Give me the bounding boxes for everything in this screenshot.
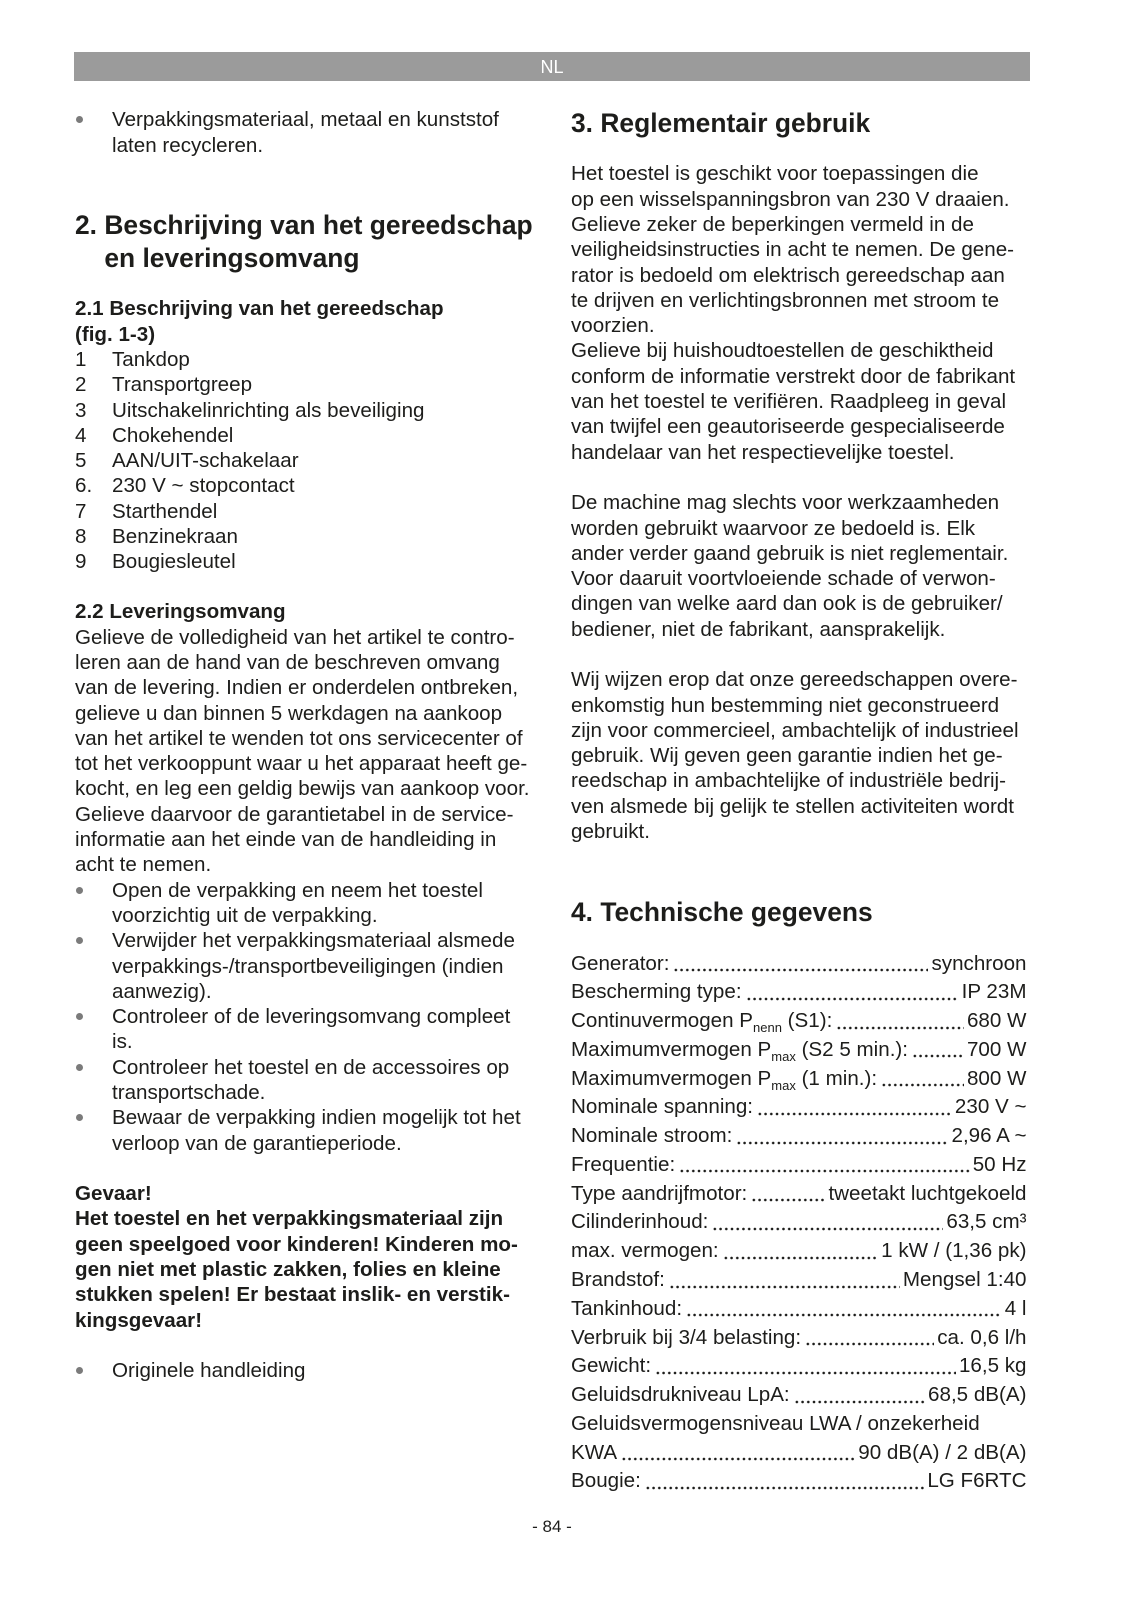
spec-value: 16,5 kg [958,1354,1027,1378]
spec-label-text: Maximumvermogen P [571,1037,772,1061]
paragraph-line: tot het verkooppunt waar u het apparaat heeft ge- [75,752,528,776]
dot-leader [757,1093,952,1122]
parts-list-item [75,499,537,524]
bullet-icon [76,116,83,123]
parts-list-label: AAN/UIT-schakelaar [112,449,299,473]
paragraph-line: leren aan de hand van de beschreven omvang [75,650,500,674]
dot-leader [686,1295,1002,1324]
warning-line: geen speelgoed voor kinderen! Kinderen mo- [75,1232,518,1256]
spec-value: 90 dB(A) / 2 dB(A) [858,1440,1027,1464]
dot-leader [645,1467,924,1496]
section-2-title-line: en leveringsomvang [104,242,360,273]
paragraph-line: van twijfel een geautoriseerde gespecialiseerde [571,415,1005,439]
spec-value: synchroon [931,951,1027,975]
spec-label [571,1266,665,1295]
spec-label-text: Type aandrijfmotor: [571,1181,748,1205]
parts-list-item [75,398,537,423]
parts-list-number: 4 [75,423,87,447]
paragraph-line: bediener, niet de fabrikant, aansprakelijk. [571,617,946,641]
bullet-text [112,1004,537,1055]
paragraph-line: van de levering. Indien er onderdelen ontbreken, [75,676,519,700]
paragraph-line: dingen van welke aard dan ook is de gebruiker/ [571,592,1003,616]
parts-list-item [75,347,537,372]
paragraph-line: gebruikt. [571,820,650,844]
spec-label-text: Bescherming type: [571,980,742,1004]
parts-list-item [75,448,537,473]
spec-label-text: Verbruik bij 3/4 belasting: [571,1325,802,1349]
bullet-text-line: Bewaar de verpakking indien mogelijk tot het [112,1106,521,1130]
spec-label [571,1237,719,1266]
warning-title: Gevaar! [75,1182,152,1206]
paragraph-line: Gelieve daarvoor de garantietabel in de service- [75,802,514,826]
paragraph-line: acht te nemen. [75,853,212,877]
parts-list-number: 1 [75,347,87,371]
bullet-icon [76,937,83,944]
spec-row [571,1266,1027,1295]
bullet-text [112,1358,537,1383]
bullet-icon [76,1114,83,1121]
bullet-text [112,107,537,158]
section-2-heading [75,209,537,275]
paragraph-line: ander verder gaand gebruik is niet reglementair. [571,541,1009,565]
spec-value: 2,96 A ~ [951,1124,1027,1148]
spec-label [571,1439,617,1468]
paragraph-line: informatie aan het einde van de handleiding in [75,828,497,852]
dot-leader [736,1122,948,1151]
parts-list-item [75,372,537,397]
paragraph [571,161,1027,465]
paragraph-line: enkomstig hun bestemming niet geconstrueerd [571,693,1000,717]
bullet-text [112,1055,537,1106]
spec-row [571,978,1027,1007]
section-2-title [104,209,532,275]
spec-label-text: Cilinderinhoud: [571,1210,709,1234]
dot-leader [655,1352,956,1381]
spec-label [571,1151,675,1180]
spec-value: Mengsel 1:40 [902,1268,1027,1292]
paragraph-line: van het artikel te wenden tot ons servicecenter of [75,726,523,750]
spec-label-suffix: (S1): [781,1009,833,1033]
paragraph-line: van het toestel te verifiëren. Raadpleeg in geval [571,390,1007,414]
bullet-icon [76,1013,83,1020]
bullet-text [112,878,537,929]
dot-leader [912,1036,964,1065]
spec-label-suffix: (1 min.): [795,1066,878,1090]
spec-label-text: Maximumvermogen P [571,1066,772,1090]
spec-value: 700 W [966,1037,1027,1061]
language-label: NL [540,57,564,77]
spec-label-text: Brandstof: [571,1268,665,1292]
spec-row [571,1352,1027,1381]
parts-list-number: 2 [75,373,87,397]
spec-label [571,1007,832,1036]
spec-value: 4 l [1004,1296,1027,1320]
spec-label-suffix: (S2 5 min.): [795,1037,908,1061]
spec-row [571,1036,1027,1065]
paragraph-line: Wij wijzen erop dat onze gereedschappen overe- [571,668,1018,692]
spec-label [571,1036,908,1065]
spec-label [571,1208,708,1237]
section-4-heading [571,896,1027,929]
paragraph-line: rator is bedoeld om elektrisch gereedschap aan [571,263,1005,287]
section-2-number: 2. [75,209,98,240]
parts-list-label: Benzinekraan [112,525,238,549]
bullet-item [75,1358,537,1383]
bullet-item [75,1055,537,1106]
parts-list-item [75,549,537,574]
dot-leader [746,978,959,1007]
parts-list-label: Starthendel [112,499,218,523]
warning-line: kingsgevaar! [75,1308,203,1332]
spec-value: ca. 0,6 l/h [937,1325,1027,1349]
paragraph-line: op een wisselspanningsbron van 230 V draaien. [571,187,1010,211]
bullet-text-line: Controleer of de leveringsomvang compleet [112,1005,511,1029]
warning-text [75,1206,537,1332]
paragraph-line: De machine mag slechts voor werkzaamheden [571,491,1000,515]
spec-row [571,1151,1027,1180]
bullet-text [112,1105,537,1156]
paragraph-line: kocht, en leg een geldig bewijs van aankoop voor. [75,777,530,801]
section-2-title-line: Beschrijving van het gereedschap [104,209,533,240]
paragraph [571,667,1027,844]
spec-value: tweetakt luchtgekoeld [828,1181,1027,1205]
spec-label-text: Gewicht: [571,1354,652,1378]
spec-label-text: Geluidsdrukniveau LpA: [571,1383,790,1407]
paragraph-line: Het toestel is geschikt voor toepassingen die [571,162,979,186]
spec-label [571,1122,732,1151]
bullet-text-line: verpakkings-/transportbeveiligingen (indien [112,954,504,978]
section-4-title: Technische gegevens [600,896,873,927]
spec-row [571,1065,1027,1094]
dot-leader [794,1381,925,1410]
section-3-number: 3. [571,107,594,138]
spec-label-text: max. vermogen: [571,1239,719,1263]
paragraph-line: zijn voor commercieel, ambachtelijk of industrieel [571,718,1019,742]
section-2-2-title: 2.2 Leveringsomvang [75,600,286,624]
spec-row [571,1381,1027,1410]
bullet-icon [76,887,83,894]
bullet-text-line: laten recycleren. [112,133,264,157]
paragraph-line: Gelieve de volledigheid van het artikel te contro- [75,625,515,649]
parts-list-label: Tankdop [112,347,190,371]
spec-row [571,1467,1027,1496]
spec-value: 63,5 cm³ [946,1210,1027,1234]
paragraph-line: veiligheidsinstructies in acht te nemen. De gene- [571,238,1015,262]
spec-label-subscript: nenn [753,1020,782,1036]
spec-row [571,1439,1027,1468]
dot-leader [881,1065,964,1094]
page-number: - 84 - [532,1517,572,1536]
bullet-text-line: Controleer het toestel en de accessoires op [112,1055,510,1079]
dot-leader [751,1180,825,1209]
recycling-bullet-list [75,107,537,158]
paragraph-line: conform de informatie verstrekt door de fabrikant [571,364,1016,388]
dot-leader [723,1237,879,1266]
spec-label [571,950,669,979]
spec-label [571,1180,747,1209]
spec-value: 230 V ~ [954,1095,1027,1119]
parts-list-label: Uitschakelinrichting als beveiliging [112,398,425,422]
spec-label-text: Nominale stroom: [571,1124,733,1148]
parts-list-number: 6. [75,474,93,498]
bullet-text-line: voorzichtig uit de verpakking. [112,903,378,927]
paragraph-line: voorzien. [571,314,655,338]
spec-row [571,1180,1027,1209]
spec-label-subscript: max [771,1077,796,1093]
parts-list-item [75,473,537,498]
spec-label [571,978,742,1007]
spec-value: 1 kW / (1,36 pk) [881,1239,1027,1263]
bullet-text-line: is. [112,1030,133,1054]
bullet-text [112,928,537,1004]
delivery-paragraph [75,625,537,878]
bullet-text-line: verloop van de garantieperiode. [112,1131,402,1155]
bullet-text-line: aanwezig). [112,979,212,1003]
paragraph-line: Voor daaruit voortvloeiende schade of verwon- [571,567,996,591]
spec-value: 800 W [966,1066,1027,1090]
parts-list-number: 8 [75,525,87,549]
spec-label-text: Frequentie: [571,1152,676,1176]
spec-row [571,1324,1027,1353]
parts-list-number: 9 [75,550,87,574]
paragraph-line: gebruik. Wij geven geen garantie indien het ge- [571,744,1003,768]
warning-line: gen niet met plastic zakken, folies en kleine [75,1258,501,1282]
spec-label [571,1381,790,1410]
parts-list-item [75,423,537,448]
paragraph-line: Gelieve zeker de beperkingen vermeld in de [571,212,974,236]
parts-list-label: Transportgreep [112,373,253,397]
spec-label [571,1065,877,1094]
spec-value: 50 Hz [972,1152,1027,1176]
spec-row [571,1007,1027,1036]
parts-list-number: 7 [75,499,87,523]
section-3-title: Reglementair gebruik [600,107,871,138]
parts-list-label: 230 V ~ stopcontact [112,474,295,498]
spec-label [571,1324,801,1353]
spec-value: LG F6RTC [927,1469,1027,1493]
spec-label-text: KWA [571,1440,618,1464]
paragraph-line: gelieve u dan binnen 5 werkdagen na aankoop [75,701,503,725]
dot-leader [712,1208,943,1237]
bullet-item [75,928,537,1004]
dot-leader [673,950,928,979]
warning-line: stukken spelen! Er bestaat inslik- en verstik- [75,1283,510,1307]
section-2-1-title-line: 2.1 Beschrijving van het gereedschap [75,297,444,321]
section-3-body [571,161,1027,844]
spec-row [571,1122,1027,1151]
bullet-text-line: Verpakkingsmateriaal, metaal en kunststof [112,108,499,132]
section-3-heading [571,107,1027,140]
spec-label-text: Bougie: [571,1469,641,1493]
spec-value: 680 W [966,1009,1027,1033]
paragraph-line: worden gebruikt waarvoor ze bedoeld is. Elk [571,516,976,540]
bullet-item [75,1105,537,1156]
parts-list-number: 5 [75,449,87,473]
spec-table [571,950,1027,1497]
paragraph [571,490,1027,642]
language-header-bar [74,52,1030,81]
parts-list-number: 3 [75,398,87,422]
section-4-number: 4. [571,896,594,927]
bullet-item [75,107,537,158]
spec-row [571,1208,1027,1237]
unpacking-bullet-list [75,878,537,1156]
bullet-item [75,878,537,929]
spec-row [571,950,1027,979]
parts-list [75,347,537,575]
section-2-1 [75,296,537,574]
parts-list-item [75,524,537,549]
dot-leader [679,1151,970,1180]
section-2-1-title-line: (fig. 1-3) [75,322,156,346]
bullet-text-line: transportschade. [112,1080,266,1104]
bullet-item [75,1004,537,1055]
closing-bullet-list [75,1358,537,1383]
section-2-2 [75,599,537,1383]
spec-label-text: Tankinhoud: [571,1296,683,1320]
spec-label [571,1352,651,1381]
spec-label-subscript: max [771,1048,796,1064]
spec-row [571,1093,1027,1122]
spec-value: IP 23M [961,980,1027,1004]
paragraph-line: te drijven en verlichtingsbronnen met stroom te [571,288,1000,312]
spec-label-text: Nominale spanning: [571,1095,754,1119]
paragraph-line: handelaar van het respectievelijke toestel. [571,440,955,464]
spec-label [571,1093,753,1122]
paragraph-line: reedschap in ambachtelijke of industriële bedrij- [571,769,1006,793]
parts-list-label: Chokehendel [112,423,234,447]
bullet-icon [76,1064,83,1071]
spec-row [571,1237,1027,1266]
spec-label [571,1295,682,1324]
spec-value: 68,5 dB(A) [928,1383,1027,1407]
spec-row [571,1295,1027,1324]
spec-label-line: Geluidsvermogensniveau LWA / onzekerheid [571,1411,980,1435]
dot-leader [836,1007,964,1036]
spec-label-text: Continuvermogen P [571,1009,754,1033]
bullet-icon [76,1367,83,1374]
dot-leader [621,1439,855,1468]
spec-label-text: Generator: [571,951,670,975]
section-2-1-title [75,296,537,347]
parts-list-label: Bougiesleutel [112,550,236,574]
paragraph-line: Gelieve bij huishoudtoestellen de geschiktheid [571,339,994,363]
warning-line: Het toestel en het verpakkingsmateriaal zijn [75,1207,504,1231]
dot-leader [805,1324,934,1353]
bullet-text-line: Originele handleiding [112,1359,306,1383]
bullet-text-line: Verwijder het verpakkingsmateriaal alsmede [112,929,515,953]
dot-leader [669,1266,900,1295]
paragraph-line: ven alsmede bij gelijk te stellen activiteiten wordt [571,794,1014,818]
spec-label [571,1467,641,1496]
bullet-text-line: Open de verpakking en neem het toestel [112,878,483,902]
